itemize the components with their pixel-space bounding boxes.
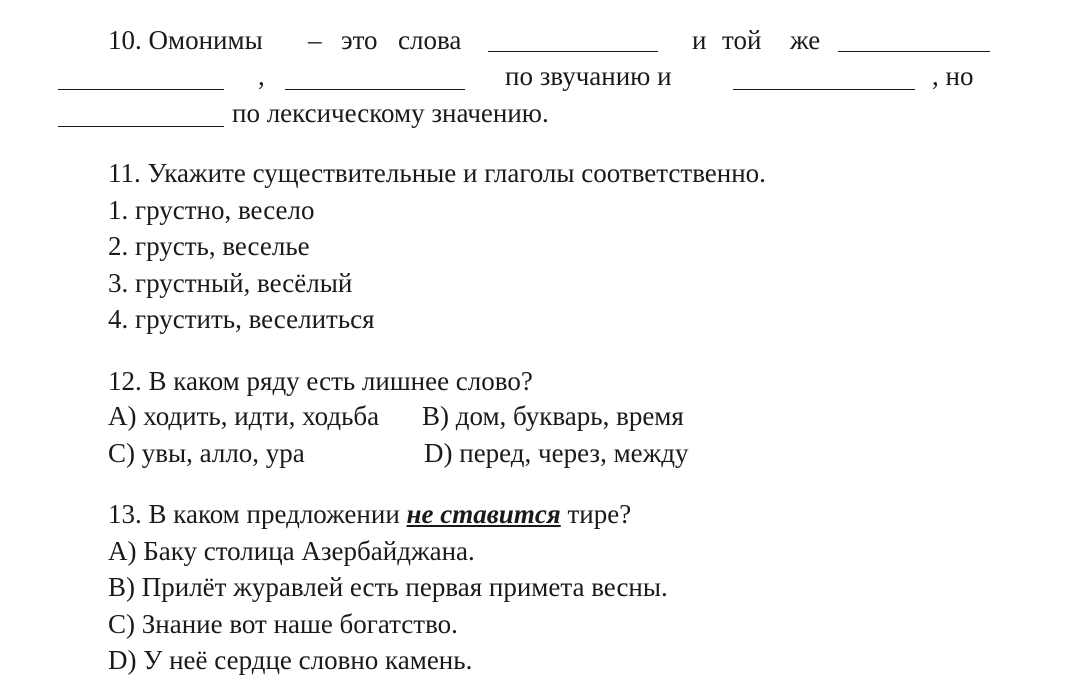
q13-option-d[interactable]: D) У неё сердце словно камень. [108, 645, 473, 675]
q13-question-prefix: 13. В каком предложении [108, 499, 400, 529]
q10-blank-3[interactable] [58, 89, 224, 90]
q10-line-2 [0, 59, 1080, 93]
q10-word-slova: слова [398, 25, 462, 55]
q12-option-a[interactable]: А) ходить, идти, ходьба [108, 401, 380, 431]
q10-word-i: и [692, 25, 707, 55]
q11-question: 11. Укажите существительные и глаголы соответственно. [108, 158, 766, 188]
q10-po-zvuchaniyu: по звучанию и [505, 61, 672, 91]
q10-dash: – [308, 25, 322, 55]
q10-blank-5[interactable] [733, 89, 915, 90]
q10-line-1 [0, 23, 1080, 57]
q10-word-toy: той [722, 25, 762, 55]
q10-comma: , [258, 61, 265, 91]
q13-question-suffix: тире? [567, 499, 632, 529]
q10-blank-2[interactable] [838, 51, 990, 52]
q13-option-b[interactable]: В) Прилёт журавлей есть первая примета весны. [108, 572, 668, 602]
q11-option-4[interactable]: 4. грустить, веселиться [108, 304, 375, 334]
q13-question [108, 497, 631, 531]
q12-option-d[interactable]: D) перед, через, между [424, 438, 689, 468]
q11-option-1[interactable]: 1. грустно, весело [108, 195, 315, 225]
q10-number-text: 10. Омонимы [108, 25, 263, 55]
q11-option-3[interactable]: 3. грустный, весёлый [108, 268, 353, 298]
q10-comma-no: , но [932, 61, 974, 91]
q10-blank-4[interactable] [285, 89, 465, 90]
q13-question-emphasis: не ставится [406, 499, 561, 529]
q10-word-eto: это [341, 25, 378, 55]
q10-word-zhe: же [790, 25, 821, 55]
q10-blank-1[interactable] [488, 51, 658, 52]
q12-option-b[interactable]: В) дом, букварь, время [422, 401, 684, 431]
q12-question: 12. В каком ряду есть лишнее слово? [108, 366, 533, 396]
q13-option-a[interactable]: А) Баку столица Азербайджана. [108, 536, 475, 566]
q10-blank-6[interactable] [58, 126, 224, 127]
q12-option-c[interactable]: С) увы, алло, ура [108, 438, 305, 468]
q11-option-2[interactable]: 2. грусть, веселье [108, 231, 310, 261]
q13-option-c[interactable]: С) Знание вот наше богатство. [108, 609, 458, 639]
q10-tail-text: по лексическому значению. [232, 98, 549, 128]
q10-line-3 [0, 96, 1080, 130]
